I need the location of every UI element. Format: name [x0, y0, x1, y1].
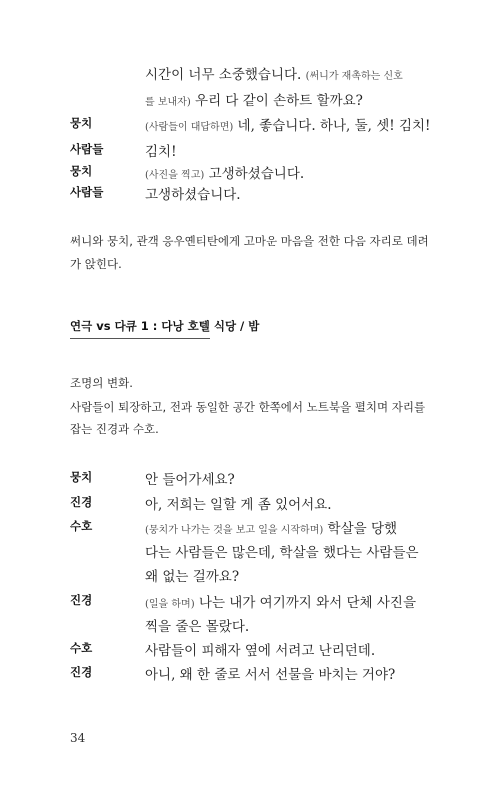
speaker-name: 뭉치 [70, 164, 93, 178]
spoken-text: 왜 없는 걸까요? [145, 569, 240, 585]
dialogue-line [145, 468, 235, 488]
dialogue-line [145, 517, 397, 537]
spoken-text: 시간이 너무 소중했습니다. [145, 67, 306, 83]
speaker-name: 사람들 [70, 142, 104, 156]
spoken-text: 아, 저희는 일할 게 좀 있어서요. [145, 497, 332, 513]
heading-underline [70, 338, 210, 339]
dialogue-line [145, 663, 395, 683]
stage-note: (사람들이 대답하면) [145, 122, 234, 133]
narration-line: 잡는 진경과 수호. [70, 422, 159, 436]
dialogue-line [145, 615, 249, 635]
stage-note: (일을 하며) [145, 599, 195, 610]
dialogue-line [145, 63, 403, 83]
dialogue-line [145, 89, 363, 109]
narration-line: 사람들이 퇴장하고, 전과 동일한 공간 한쪽에서 노트북을 펼치며 자리를 [70, 400, 426, 414]
spoken-text: 아니, 왜 한 줄로 서서 선물을 바치는 거야? [145, 667, 396, 683]
dialogue-line [145, 591, 416, 611]
speaker-name: 수호 [70, 519, 93, 533]
spoken-text: 학살을 당했 [323, 521, 398, 537]
spoken-text: 찍을 줄은 몰랐다. [145, 619, 250, 635]
dialogue-line [145, 493, 332, 513]
spoken-text: 나는 내가 여기까지 와서 단체 사진을 [194, 595, 416, 611]
stage-note: (뭉치가 나가는 것을 보고 일을 시작하며) [145, 525, 324, 536]
dialogue-line [145, 140, 177, 160]
spoken-text: 김치! [145, 144, 177, 160]
speaker-name: 진경 [70, 593, 93, 607]
stage-note: 를 보내자) [145, 97, 191, 108]
dialogue-line [145, 639, 375, 659]
spoken-text: 안 들어가세요? [145, 472, 235, 488]
stage-note: (사진을 찍고) [145, 170, 205, 181]
speaker-name: 뭉치 [70, 116, 93, 130]
spoken-text: 고생하셨습니다. [204, 166, 305, 182]
stage-note: (써니가 재촉하는 신호 [305, 71, 403, 82]
spoken-text: 우리 다 같이 손하트 할까요? [190, 93, 363, 109]
dialogue-line [145, 162, 304, 182]
spoken-text: 사람들이 피해자 옆에 서려고 난리던데. [145, 643, 376, 659]
narration-line: 써니와 뭉치, 관객 응우옌티탄에게 고마운 마음을 전한 다음 자리로 데려 [70, 234, 429, 248]
scene-heading: 연극 vs 다큐 1 : 다낭 호텔 식당 / 밤 [70, 319, 260, 333]
spoken-text: 다는 사람들은 많은데, 학살을 했다는 사람들은 [145, 545, 419, 561]
page-number: 34 [70, 731, 86, 745]
spoken-text: 네, 좋습니다. 하나, 둘, 셋! 김치! [233, 118, 431, 134]
dialogue-line [145, 541, 419, 561]
speaker-name: 진경 [70, 665, 93, 679]
spoken-text: 고생하셨습니다. [145, 187, 241, 203]
narration-line: 조명의 변화. [70, 376, 133, 390]
narration-line: 가 앉힌다. [70, 257, 122, 271]
dialogue-line [145, 183, 241, 203]
dialogue-line [145, 565, 239, 585]
dialogue-line [145, 114, 430, 134]
speaker-name: 진경 [70, 495, 93, 509]
speaker-name: 뭉치 [70, 470, 93, 484]
speaker-name: 사람들 [70, 185, 104, 199]
speaker-name: 수호 [70, 641, 93, 655]
